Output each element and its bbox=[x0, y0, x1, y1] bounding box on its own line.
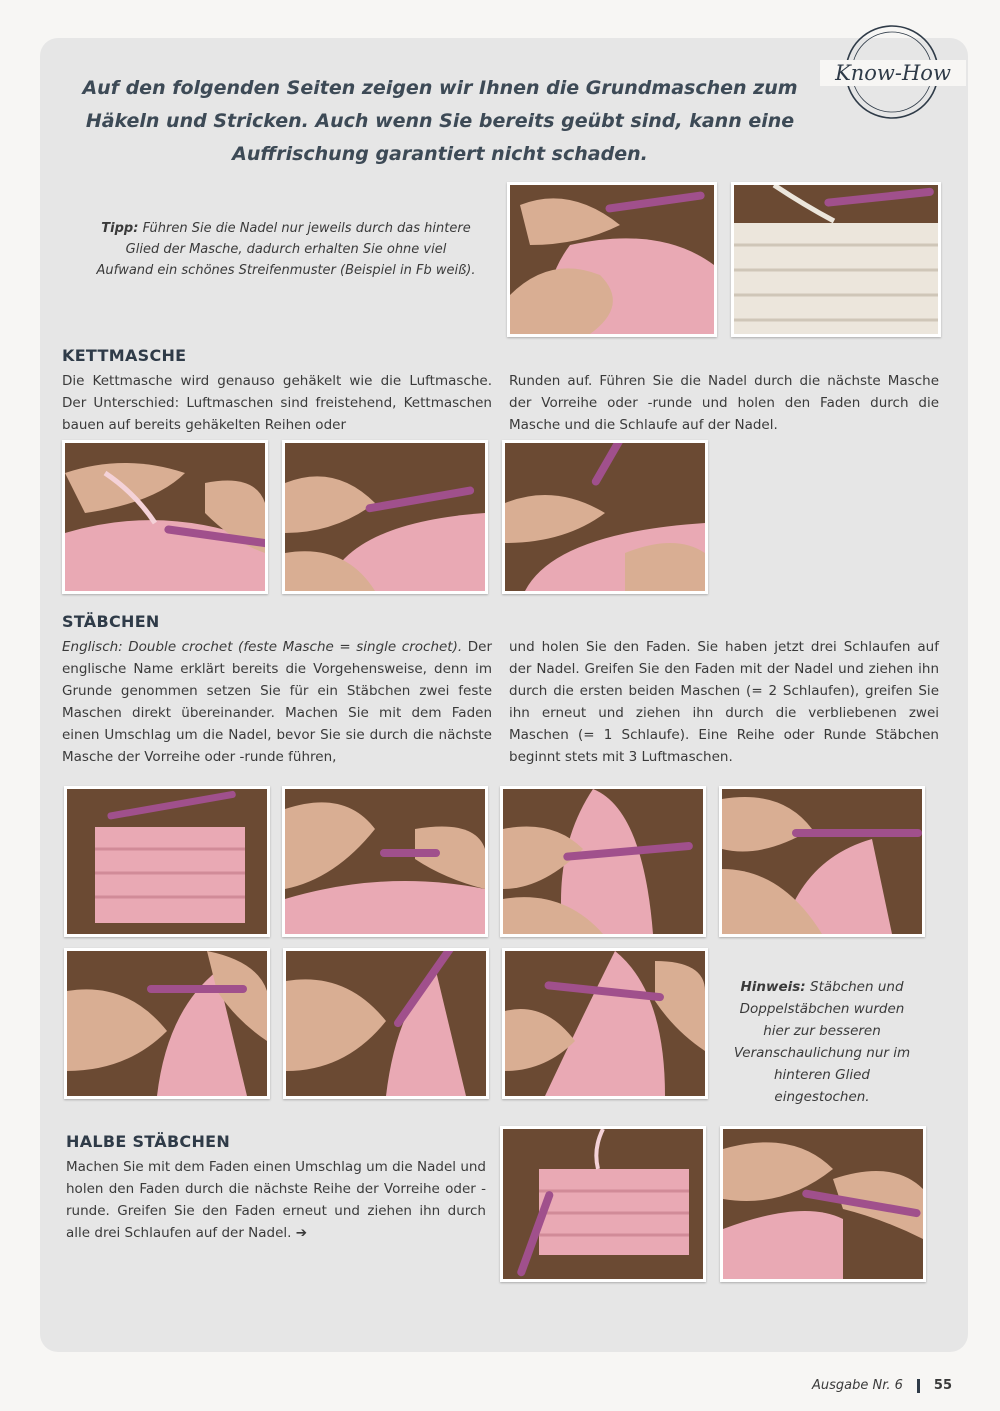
heading-halbe-staebchen: HALBE STÄBCHEN bbox=[66, 1132, 231, 1151]
heading-staebchen: STÄBCHEN bbox=[62, 612, 160, 631]
arrow-icon: ➔ bbox=[295, 1225, 308, 1241]
hinweis-note bbox=[728, 976, 916, 1108]
staebchen-text-left bbox=[62, 636, 492, 768]
photo-kettmasche-2 bbox=[282, 440, 488, 594]
svg-text:Know-How: Know-How bbox=[835, 61, 951, 85]
photo-staebchen-4 bbox=[719, 786, 925, 937]
photo-kettmasche-1 bbox=[62, 440, 268, 594]
tip-text: Führen Sie die Nadel nur jeweils durch das hintere Glied der Masche, dadurch erhalten Sie ohne viel Aufwand ein schönes Streifenmuster (Beispiel in Fb weiß). bbox=[96, 221, 476, 278]
photo-halbe-1 bbox=[500, 1126, 706, 1282]
tip-label: Tipp: bbox=[101, 221, 139, 236]
heading-kettmasche: KETTMASCHE bbox=[62, 346, 187, 365]
footer-divider bbox=[917, 1379, 920, 1393]
page-footer bbox=[812, 1378, 952, 1393]
tip-box bbox=[96, 218, 476, 281]
photo-kettmasche-3 bbox=[502, 440, 708, 594]
staebchen-english: Englisch: Double crochet (feste Masche = single crochet). bbox=[62, 639, 463, 655]
staebchen-text-right: und holen Sie den Faden. Sie haben jetzt drei Schlaufen auf der Nadel. Greifen Sie den Faden mit der Nadel und ziehen ihn durch die ersten beiden Maschen (= 2 Schlaufen), greifen Sie ihn erneut und ziehen ihn durch die verbliebenen zwei Maschen (= 1 Schlaufe). Eine Reihe oder Runde Stäbchen beginnt stets mit 3 Luftmaschen. bbox=[509, 639, 939, 765]
staebchen-body-left: Der englische Name erklärt bereits die Vorgehensweise, denn im Grunde genommen setzen Sie für ein Stäbchen zwei feste Maschen direkt übereinander. Machen Sie mit dem Faden einen Umschlag um die Nadel, bevor Sie sie durch die nächste Masche der Vorreihe oder -runde führen, bbox=[62, 639, 493, 765]
kettmasche-text-left: Die Kettmasche wird genauso gehäkelt wie die Luftmasche. Der Unterschied: Luftmaschen sind freistehend, Kettmaschen bauen auf bereits gehäkelten Reihen oder bbox=[62, 373, 492, 433]
halbe-body: Machen Sie mit dem Faden einen Umschlag um die Nadel und holen den Faden durch die nächste Reihe der Vorreihe oder -runde. Greifen Sie den Faden erneut und ziehen ihn durch alle drei Schlaufen auf der Nadel. bbox=[66, 1159, 486, 1241]
photo-halbe-2 bbox=[720, 1126, 926, 1282]
halbe-text bbox=[66, 1156, 486, 1244]
photo-staebchen-7 bbox=[502, 948, 708, 1099]
know-how-stamp bbox=[818, 14, 968, 134]
photo-staebchen-6 bbox=[283, 948, 489, 1099]
page-number: 55 bbox=[933, 1378, 952, 1393]
photo-tip-1 bbox=[507, 182, 717, 337]
photo-staebchen-1 bbox=[64, 786, 270, 937]
issue-label: Ausgabe Nr. 6 bbox=[811, 1378, 903, 1393]
photo-staebchen-3 bbox=[500, 786, 706, 937]
photo-staebchen-5 bbox=[64, 948, 270, 1099]
hinweis-label: Hinweis: bbox=[740, 979, 806, 995]
intro-text: Auf den folgenden Seiten zeigen wir Ihnen die Grundmaschen zum Häkeln und Stricken. Auch wenn Sie bereits geübt sind, kann eine Auffrischung garantiert nicht schaden. bbox=[82, 77, 798, 165]
photo-tip-2 bbox=[731, 182, 941, 337]
hinweis-text: Stäbchen und Doppelstäbchen wurden hier zur besseren Veranschaulichung nur im hinteren Glied eingestochen. bbox=[733, 979, 911, 1105]
photo-staebchen-2 bbox=[282, 786, 488, 937]
kettmasche-text-right: Runden auf. Führen Sie die Nadel durch die nächste Masche der Vorreihe oder -runde und holen den Faden durch die Masche und die Schlaufe auf der Nadel. bbox=[509, 373, 939, 433]
